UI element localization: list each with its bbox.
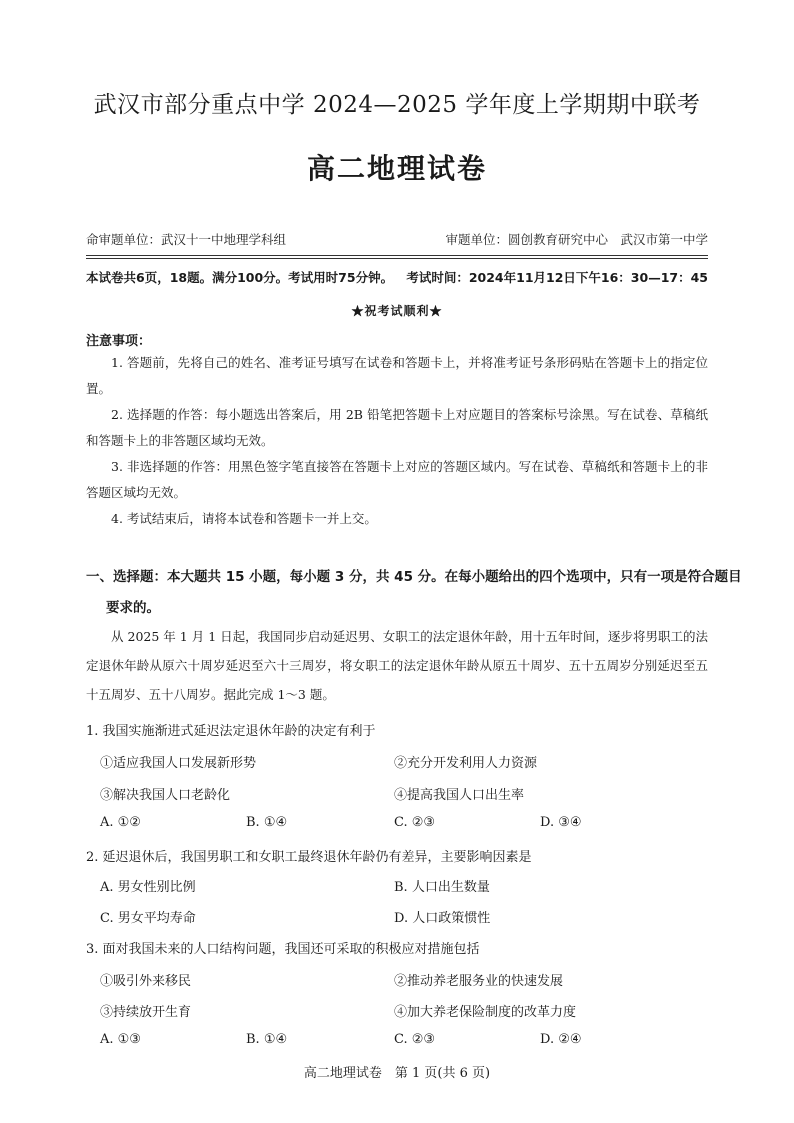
answer-choice: A. ①③ — [100, 1032, 141, 1047]
exam-title: 武汉市部分重点中学 2024—2025 学年度上学期期中联考 — [93, 92, 701, 118]
exam-info: 本试卷共6页，18题。满分100分。考试用时75分钟。 — [86, 270, 394, 285]
statement-item: ①吸引外来移民 — [100, 974, 192, 989]
question-stem: 2. 延迟退休后，我国男职工和女职工最终退休年龄仍有差异，主要影响因素是 — [86, 850, 532, 865]
notice-item: 4. 考试结束后，请将本试卷和答题卡一并上交。 — [111, 511, 377, 526]
answer-choice: D. ②④ — [540, 1032, 582, 1047]
reviewer-unit: 审题单位：圆创教育研究中心 武汉市第一中学 — [445, 232, 708, 247]
answer-choice: B. ①④ — [246, 1032, 288, 1047]
exam-subtitle: 高二地理试卷 — [306, 152, 487, 185]
section-heading-cont: 要求的。 — [106, 600, 160, 616]
page-footer: 高二地理试卷 第 1 页(共 6 页) — [303, 1066, 491, 1081]
proposer-unit: 命审题单位：武汉十一中地理学科组 — [86, 232, 287, 247]
statement-item: ④提高我国人口出生率 — [394, 788, 525, 803]
question-stem: 3. 面对我国未来的人口结构问题，我国还可采取的积极应对措施包括 — [86, 942, 480, 957]
statement-item: ②充分开发利用人力资源 — [394, 756, 538, 771]
answer-choice: D. ③④ — [540, 815, 582, 830]
answer-choice: A. ①② — [100, 815, 141, 830]
notice-item: 2. 选择题的作答：每小题选出答案后，用 2B 铅笔把答题卡上对应题目的答案标号涂黑。写在试卷、草稿纸和答题卡上的非答题区域均无效。 — [86, 407, 708, 448]
statement-item: ③持续放开生育 — [100, 1005, 192, 1020]
answer-choice: B. 人口出生数量 — [394, 880, 490, 895]
answer-choice: C. 男女平均寿命 — [100, 911, 196, 926]
good-luck-banner: ★祝考试顺利★ — [351, 304, 443, 318]
answer-choice: A. 男女性别比例 — [100, 880, 196, 895]
notice-item: 3. 非选择题的作答：用黑色签字笔直接答在答题卡上对应的答题区域内。写在试卷、草稿纸和答题卡上的非答题区域均无效。 — [86, 459, 708, 500]
statement-item: ②推动养老服务业的快速发展 — [394, 974, 564, 989]
header-divider-top — [86, 255, 708, 256]
section-heading: 一、选择题：本大题共 15 小题，每小题 3 分，共 45 分。在每小题给出的四个选项中，只有一项是符合题目 — [86, 569, 742, 585]
header-divider-bottom — [86, 258, 708, 259]
statement-item: ①适应我国人口发展新形势 — [100, 756, 257, 771]
answer-choice: B. ①④ — [246, 815, 288, 830]
statement-item: ④加大养老保险制度的改革力度 — [394, 1005, 577, 1020]
notice-heading: 注意事项： — [86, 334, 152, 349]
reading-passage: 从 2025 年 1 月 1 日起，我国同步启动延迟男、女职工的法定退休年龄，用十五年时间，逐步将男职工的法定退休年龄从原六十周岁延迟至六十三周岁，将女职工的法定退休年龄从原五十周岁、五十五周岁分别延迟至五十五周岁、五十八周岁。据此完成 1～3 题。 — [86, 629, 708, 702]
question-stem: 1. 我国实施渐进式延迟法定退休年龄的决定有利于 — [86, 724, 376, 739]
answer-choice: C. ②③ — [394, 815, 436, 830]
notice-item: 1. 答题前，先将自己的姓名、准考证号填写在试卷和答题卡上，并将准考证号条形码贴在答题卡上的指定位置。 — [86, 355, 708, 396]
statement-item: ③解决我国人口老龄化 — [100, 788, 231, 803]
answer-choice: C. ②③ — [394, 1032, 436, 1047]
answer-choice: D. 人口政策惯性 — [394, 911, 491, 926]
exam-time: 考试时间：2024年11月12日下午16：30—17：45 — [406, 270, 708, 285]
